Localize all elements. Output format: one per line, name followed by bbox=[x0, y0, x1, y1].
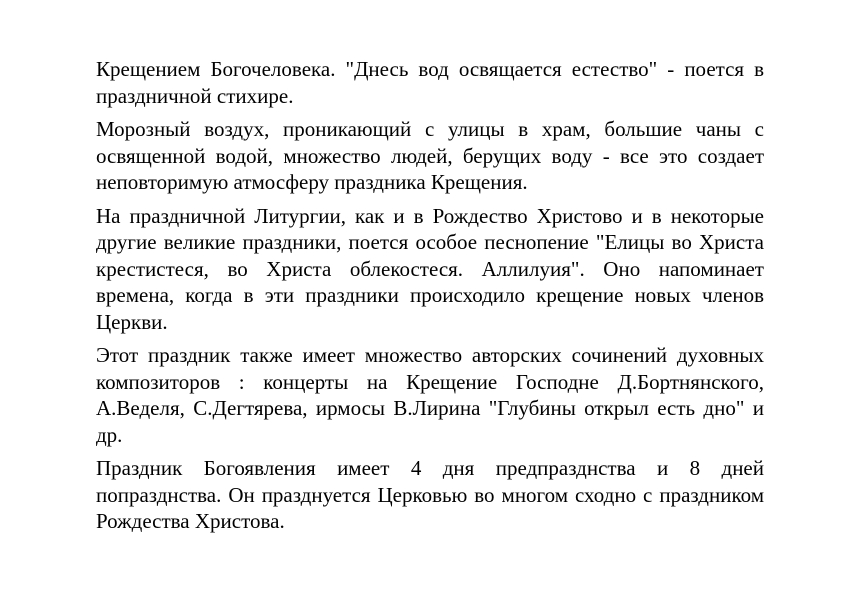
paragraph-composers: Этот праздник также имеет множество авторских сочинений духовных композиторов : концерты на Крещение Господне Д.Бортнянского, А.Веделя, С.Дегтярева, ирмосы В.Лирина "Глубины открыл есть дно" и др. bbox=[96, 343, 764, 447]
paragraph-liturgy: На праздничной Литургии, как и в Рождество Христово и в некоторые другие великие праздники, поется особое песнопение "Елицы во Христа крестистеся, во Христа облекостеся. Аллилуия". Оно напоминает времена, когда в эти праздники происходило крещение новых членов Церкви. bbox=[96, 203, 764, 334]
paragraph-baptism-hymn: Крещением Богочеловека. "Днесь вод освящается естество" - поется в праздничной стихире. bbox=[96, 57, 764, 108]
document-page bbox=[96, 56, 764, 542]
paragraph-forefeast: Праздник Богоявления имеет 4 дня предпразднства и 8 дней попразднства. Он празднуется Церковью во многом сходно с праздником Рождества Христова. bbox=[96, 456, 764, 533]
paragraph-atmosphere: Морозный воздух, проникающий с улицы в храм, большие чаны с освященной водой, множество людей, берущих воду - все это создает неповторимую атмосферу праздника Крещения. bbox=[96, 117, 764, 194]
